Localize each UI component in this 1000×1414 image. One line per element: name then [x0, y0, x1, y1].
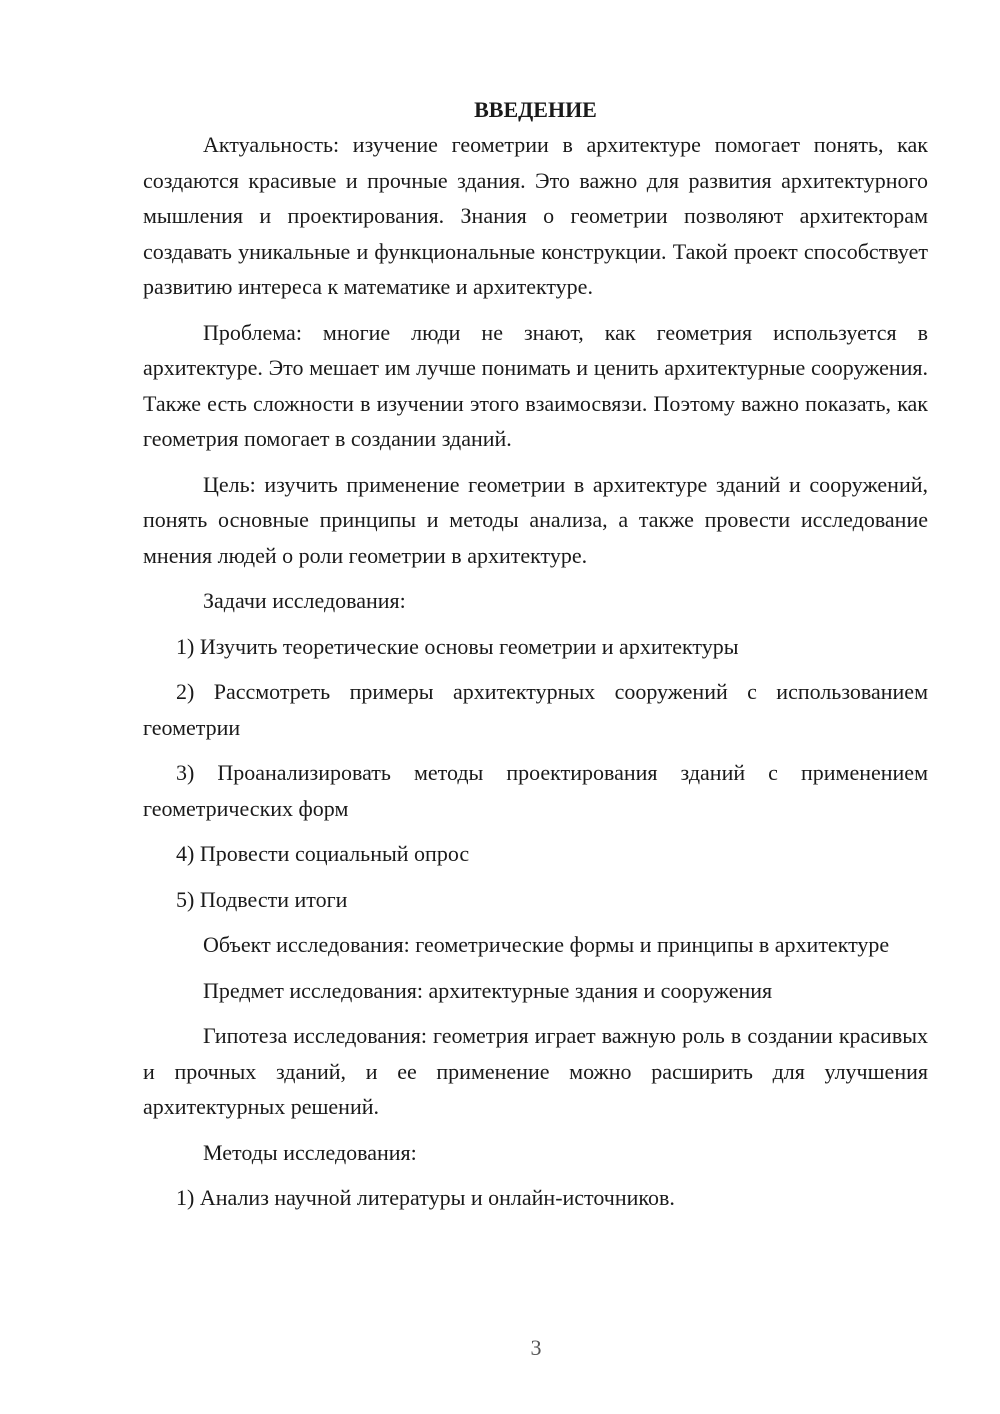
document-page [143, 93, 928, 1216]
paragraph-goal: Цель: изучить применение геометрии в архитектуре зданий и сооружений, понять основные принципы и методы анализа, а также провести исследование мнения людей о роли геометрии в архитектуре. [143, 471, 928, 568]
paragraph-subject: Предмет исследования: архитектурные здания и сооружения [203, 977, 773, 1003]
paragraph-hypothesis: Гипотеза исследования: геометрия играет важную роль в создании красивых и прочных зданий, и ее применение можно расширить для улучшения архитектурных решений. [143, 1023, 928, 1119]
list-item-task-5: 5) Подвести итоги [176, 886, 348, 912]
paragraph-methods-heading: Методы исследования: [203, 1139, 417, 1165]
list-item-task-4: 4) Провести социальный опрос [176, 841, 470, 866]
paragraph-problem: Проблема: многие люди не знают, как геометрия используется в архитектуре. Это мешает им лучше понимать и ценить архитектурные сооружения. Также есть сложности в изучении этого взаимосвязи. Поэтому важно показать, как геометрия помогает в создании зданий. [143, 319, 928, 451]
page-title: ВВЕДЕНИЕ [474, 97, 597, 122]
paragraph-object: Объект исследования: геометрические формы и принципы в архитектуре [203, 932, 890, 957]
list-item-task-2: 2) Рассмотреть примеры архитектурных сооружений с использованием геометрии [143, 679, 928, 740]
list-item-task-3: 3) Проанализировать методы проектирования зданий с применением геометрических форм [143, 760, 928, 821]
page-number: 3 [530, 1335, 542, 1360]
paragraph-relevance: Актуальность: изучение геометрии в архитектуре помогает понять, как создаются красивые и прочные здания. Это важно для развития архитектурного мышления и проектирования. Знания о геометрии позволяют архитекторам создавать уникальные и функциональные конструкции. Такой проект способствует развитию интереса к математике и архитектуре. [143, 132, 928, 299]
paragraph-tasks-heading: Задачи исследования: [203, 588, 406, 613]
list-item-method-1: 1) Анализ научной литературы и онлайн-источников. [176, 1185, 675, 1210]
list-item-task-1: 1) Изучить теоретические основы геометрии и архитектуры [176, 633, 739, 659]
